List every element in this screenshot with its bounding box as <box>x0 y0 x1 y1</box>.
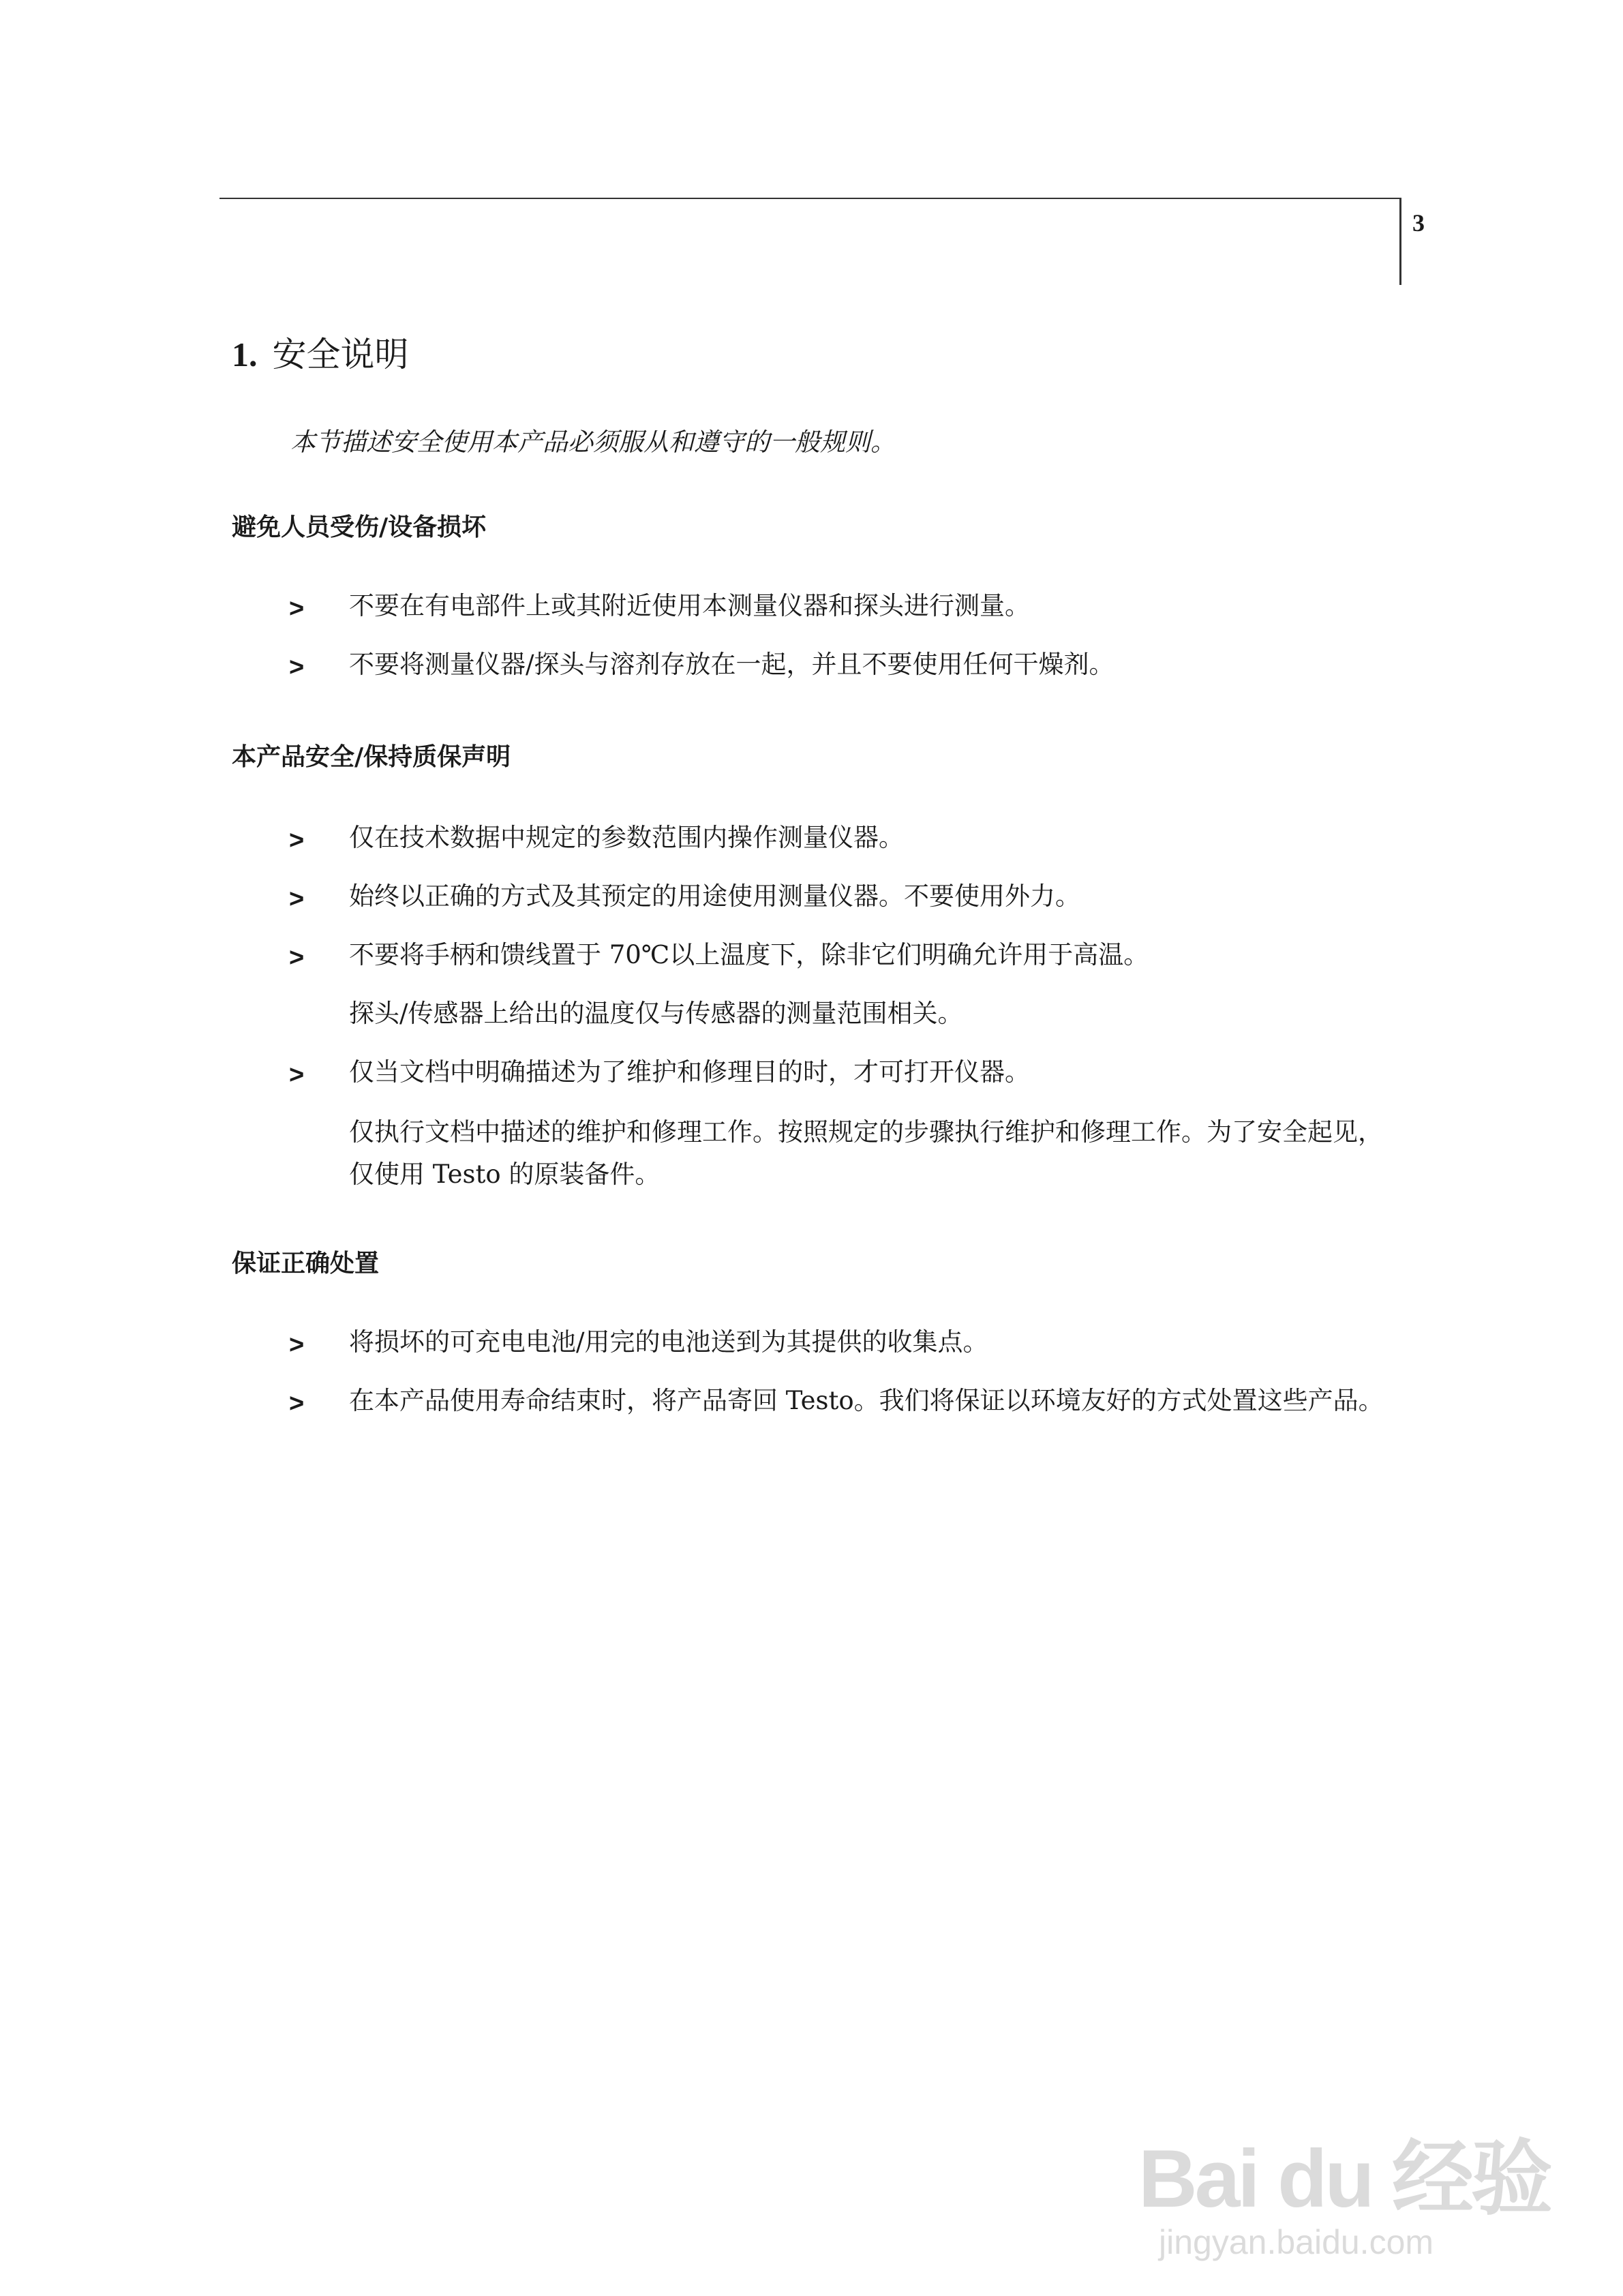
item-note: 仅执行文档中描述的维护和修理工作。按照规定的步骤执行维护和修理工作。为了安全起见，仅使用 Testo 的原装备件。 <box>349 1117 1383 1189</box>
list-item: 不要将手柄和馈线置于 70℃以上温度下，除非它们明确允许用于高温。 <box>349 940 1149 969</box>
item-note: 探头/传感器上给出的温度仅与传感器的测量范围相关。 <box>349 999 963 1028</box>
chapter-title <box>232 327 409 376</box>
chapter-title-text: 安全说明 <box>272 335 409 374</box>
bullet-marker: > <box>289 1331 305 1359</box>
list-item: 在本产品使用寿命结束时，将产品寄回 Testo。我们将保证以环境友好的方式处置这些产品。 <box>349 1386 1384 1415</box>
bullet-marker: > <box>289 826 305 855</box>
list-item: 始终以正确的方式及其预定的用途使用测量仪器。不要使用外力。 <box>349 881 1080 911</box>
header-rule <box>219 198 1401 199</box>
section-heading-product-safety: 本产品安全/保持质保声明 <box>232 743 511 771</box>
watermark-url: jingyan.baidu.com <box>1159 2223 1434 2261</box>
baidu-watermark <box>1138 2066 1551 2270</box>
bullet-marker: > <box>289 594 305 623</box>
list-item: 仅在技术数据中规定的参数范围内操作测量仪器。 <box>349 823 904 852</box>
list-item: 不要将测量仪器/探头与溶剂存放在一起，并且不要使用任何干燥剂。 <box>349 650 1114 679</box>
bullet-marker: > <box>289 943 305 972</box>
chapter-number: 1. <box>232 335 258 374</box>
bullet-marker: > <box>289 1389 305 1418</box>
list-item: 仅当文档中明确描述为了维护和修理目的时，才可打开仪器。 <box>349 1057 1030 1087</box>
watermark-logo: Bai du 经验 <box>1138 2133 1551 2224</box>
page-number: 3 <box>1412 209 1425 237</box>
section-heading-disposal: 保证正确处置 <box>232 1250 380 1278</box>
bullet-marker: > <box>289 653 305 682</box>
list-item: 不要在有电部件上或其附近使用本测量仪器和探头进行测量。 <box>349 591 1030 620</box>
header-vertical-rule <box>1399 198 1401 285</box>
bullet-marker: > <box>289 885 305 913</box>
chapter-intro: 本节描述安全使用本产品必须服从和遵守的一般规则。 <box>290 427 896 457</box>
section-heading-injury: 避免人员受伤/设备损坏 <box>232 513 487 541</box>
list-item: 将损坏的可充电电池/用完的电池送到为其提供的收集点。 <box>349 1327 988 1357</box>
bullet-marker: > <box>289 1061 305 1089</box>
